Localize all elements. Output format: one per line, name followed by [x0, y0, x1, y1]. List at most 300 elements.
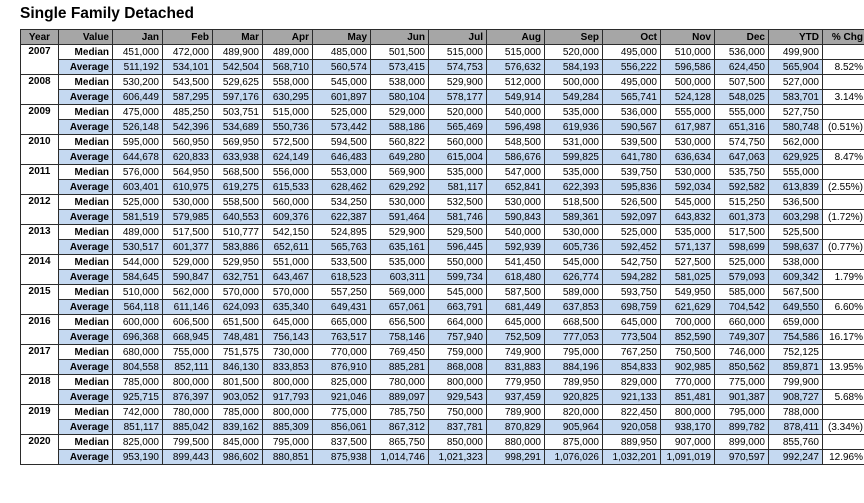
median-value-cell: 495,000 [603, 75, 661, 90]
percent-change-cell [823, 45, 864, 60]
average-value-cell: 615,004 [429, 150, 487, 165]
average-value-cell: 613,839 [769, 180, 823, 195]
median-value-cell: 515,000 [429, 45, 487, 60]
median-value-cell: 752,125 [769, 345, 823, 360]
median-value-cell: 475,000 [113, 105, 163, 120]
median-value-cell: 800,000 [263, 405, 313, 420]
average-value-cell: 1,014,746 [371, 450, 429, 465]
percent-change-cell [823, 135, 864, 150]
median-value-cell: 527,000 [769, 75, 823, 90]
table-row-2018-average [21, 390, 864, 405]
average-value-cell: 624,450 [715, 60, 769, 75]
table-row-2007-median [21, 45, 864, 60]
column-header-ytd: YTD [769, 30, 823, 45]
average-value-cell: 758,146 [371, 330, 429, 345]
average-value-cell: 581,519 [113, 210, 163, 225]
average-value-cell: 754,586 [769, 330, 823, 345]
median-value-cell: 530,000 [487, 195, 545, 210]
average-value-cell: 901,387 [715, 390, 769, 405]
column-header-nov: Nov [661, 30, 715, 45]
percent-change-cell [823, 105, 864, 120]
average-value-cell: 620,833 [163, 150, 213, 165]
average-value-cell: 621,629 [661, 300, 715, 315]
median-value-cell: 529,900 [371, 225, 429, 240]
average-value-cell: 592,582 [715, 180, 769, 195]
average-value-cell: 534,689 [213, 120, 263, 135]
average-value-cell: 833,853 [263, 360, 313, 375]
average-label: Average [59, 150, 113, 165]
median-value-cell: 779,950 [487, 375, 545, 390]
average-value-cell: 752,509 [487, 330, 545, 345]
average-value-cell: 905,964 [545, 420, 603, 435]
average-value-cell: 868,008 [429, 360, 487, 375]
median-value-cell: 569,950 [213, 135, 263, 150]
percent-change-cell: 1.79% [823, 270, 864, 285]
average-value-cell: 749,307 [715, 330, 769, 345]
table-row-2007-average [21, 60, 864, 75]
percent-change-cell [823, 375, 864, 390]
median-value-cell: 539,750 [603, 165, 661, 180]
median-value-cell: 529,950 [213, 255, 263, 270]
average-value-cell: 599,825 [545, 150, 603, 165]
average-label: Average [59, 390, 113, 405]
average-value-cell: 592,452 [603, 240, 661, 255]
average-label: Average [59, 270, 113, 285]
average-value-cell: 757,940 [429, 330, 487, 345]
average-value-cell: 1,091,019 [661, 450, 715, 465]
median-value-cell: 801,500 [213, 375, 263, 390]
average-value-cell: 530,517 [113, 240, 163, 255]
average-value-cell: 629,292 [371, 180, 429, 195]
median-value-cell: 555,000 [769, 165, 823, 180]
median-value-cell: 485,000 [313, 45, 371, 60]
median-value-cell: 545,000 [545, 255, 603, 270]
median-value-cell: 656,500 [371, 315, 429, 330]
average-value-cell: 649,280 [371, 150, 429, 165]
median-value-cell: 700,000 [661, 315, 715, 330]
average-value-cell: 598,699 [715, 240, 769, 255]
year-cell: 2017 [21, 345, 59, 375]
percent-change-cell: (0.51%) [823, 120, 864, 135]
average-value-cell: 524,128 [661, 90, 715, 105]
average-value-cell: 565,904 [769, 60, 823, 75]
average-value-cell: 804,558 [113, 360, 163, 375]
median-value-cell: 560,000 [263, 195, 313, 210]
average-value-cell: 851,117 [113, 420, 163, 435]
median-value-cell: 594,500 [313, 135, 371, 150]
median-value-cell: 472,000 [163, 45, 213, 60]
median-label: Median [59, 285, 113, 300]
average-value-cell: 603,311 [371, 270, 429, 285]
average-value-cell: 596,586 [661, 60, 715, 75]
average-value-cell: 622,387 [313, 210, 371, 225]
average-label: Average [59, 330, 113, 345]
median-value-cell: 564,950 [163, 165, 213, 180]
average-value-cell: 618,480 [487, 270, 545, 285]
average-value-cell: 615,533 [263, 180, 313, 195]
average-value-cell: 875,938 [313, 450, 371, 465]
column-header-apr: Apr [263, 30, 313, 45]
average-value-cell: 594,282 [603, 270, 661, 285]
median-value-cell: 500,000 [661, 75, 715, 90]
median-value-cell: 549,950 [661, 285, 715, 300]
median-value-cell: 542,750 [603, 255, 661, 270]
average-value-cell: 601,897 [313, 90, 371, 105]
average-value-cell: 867,312 [371, 420, 429, 435]
median-value-cell: 555,000 [715, 105, 769, 120]
median-value-cell: 527,500 [661, 255, 715, 270]
median-value-cell: 665,000 [313, 315, 371, 330]
median-value-cell: 845,000 [213, 435, 263, 450]
average-value-cell: 839,162 [213, 420, 263, 435]
year-cell: 2014 [21, 255, 59, 285]
average-value-cell: 584,645 [113, 270, 163, 285]
median-value-cell: 520,000 [429, 105, 487, 120]
year-cell: 2009 [21, 105, 59, 135]
average-value-cell: 696,368 [113, 330, 163, 345]
average-value-cell: 899,782 [715, 420, 769, 435]
average-value-cell: 573,442 [313, 120, 371, 135]
median-value-cell: 542,150 [263, 225, 313, 240]
median-value-cell: 558,000 [263, 75, 313, 90]
median-value-cell: 527,750 [769, 105, 823, 120]
table-row-2016-average [21, 330, 864, 345]
average-value-cell: 526,148 [113, 120, 163, 135]
average-value-cell: 597,176 [213, 90, 263, 105]
average-value-cell: 831,883 [487, 360, 545, 375]
average-value-cell: 587,295 [163, 90, 213, 105]
average-value-cell: 581,746 [429, 210, 487, 225]
average-value-cell: 609,376 [263, 210, 313, 225]
median-value-cell: 825,000 [113, 435, 163, 450]
average-value-cell: 596,498 [487, 120, 545, 135]
median-value-cell: 529,900 [429, 75, 487, 90]
median-value-cell: 795,000 [715, 405, 769, 420]
median-value-cell: 543,500 [163, 75, 213, 90]
average-value-cell: 549,914 [487, 90, 545, 105]
median-value-cell: 525,000 [715, 255, 769, 270]
average-value-cell: 880,851 [263, 450, 313, 465]
median-value-cell: 507,500 [715, 75, 769, 90]
median-value-cell: 529,000 [163, 255, 213, 270]
average-label: Average [59, 120, 113, 135]
average-value-cell: 651,316 [715, 120, 769, 135]
average-value-cell: 885,281 [371, 360, 429, 375]
median-value-cell: 889,950 [603, 435, 661, 450]
average-value-cell: 603,298 [769, 210, 823, 225]
median-value-cell: 489,000 [263, 45, 313, 60]
average-value-cell: 595,836 [603, 180, 661, 195]
average-value-cell: 581,117 [429, 180, 487, 195]
median-label: Median [59, 255, 113, 270]
table-row-2013-average [21, 240, 864, 255]
average-value-cell: 609,342 [769, 270, 823, 285]
median-value-cell: 770,000 [313, 345, 371, 360]
average-value-cell: 619,275 [213, 180, 263, 195]
column-header-may: May [313, 30, 371, 45]
column-header-year: Year [21, 30, 59, 45]
year-cell: 2019 [21, 405, 59, 435]
average-value-cell: 618,523 [313, 270, 371, 285]
median-value-cell: 730,000 [263, 345, 313, 360]
average-value-cell: 592,097 [603, 210, 661, 225]
average-value-cell: 902,985 [661, 360, 715, 375]
average-value-cell: 606,449 [113, 90, 163, 105]
median-value-cell: 540,000 [487, 105, 545, 120]
median-value-cell: 569,900 [371, 165, 429, 180]
median-value-cell: 880,000 [487, 435, 545, 450]
table-row-2019-median [21, 405, 864, 420]
average-value-cell: 610,975 [163, 180, 213, 195]
median-value-cell: 517,500 [715, 225, 769, 240]
average-value-cell: 641,780 [603, 150, 661, 165]
year-cell: 2008 [21, 75, 59, 105]
median-label: Median [59, 225, 113, 240]
average-value-cell: 986,602 [213, 450, 263, 465]
table-row-2008-average [21, 90, 864, 105]
year-cell: 2015 [21, 285, 59, 315]
table-row-2015-median [21, 285, 864, 300]
year-cell: 2010 [21, 135, 59, 165]
median-value-cell: 775,000 [313, 405, 371, 420]
percent-change-cell: (2.55%) [823, 180, 864, 195]
percent-change-cell [823, 225, 864, 240]
median-label: Median [59, 105, 113, 120]
average-value-cell: 644,678 [113, 150, 163, 165]
average-value-cell: 617,987 [661, 120, 715, 135]
median-value-cell: 538,000 [769, 255, 823, 270]
average-value-cell: 589,361 [545, 210, 603, 225]
median-value-cell: 489,000 [113, 225, 163, 240]
average-value-cell: 998,291 [487, 450, 545, 465]
table-row-2012-median [21, 195, 864, 210]
median-value-cell: 907,000 [661, 435, 715, 450]
average-value-cell: 704,542 [715, 300, 769, 315]
median-value-cell: 531,000 [545, 135, 603, 150]
median-value-cell: 535,000 [429, 165, 487, 180]
median-value-cell: 789,950 [545, 375, 603, 390]
median-value-cell: 750,000 [429, 405, 487, 420]
table-row-2010-median [21, 135, 864, 150]
table-row-2020-median [21, 435, 864, 450]
median-label: Median [59, 375, 113, 390]
year-cell: 2013 [21, 225, 59, 255]
table-row-2011-average [21, 180, 864, 195]
average-value-cell: 511,192 [113, 60, 163, 75]
median-value-cell: 529,500 [429, 225, 487, 240]
table-row-2015-average [21, 300, 864, 315]
median-value-cell: 767,250 [603, 345, 661, 360]
median-value-cell: 899,000 [715, 435, 769, 450]
percent-change-cell [823, 435, 864, 450]
table-row-2020-average [21, 450, 864, 465]
median-value-cell: 755,000 [163, 345, 213, 360]
average-value-cell: 852,111 [163, 360, 213, 375]
average-value-cell: 548,025 [715, 90, 769, 105]
average-value-cell: 876,910 [313, 360, 371, 375]
median-value-cell: 795,000 [263, 435, 313, 450]
median-value-cell: 532,500 [429, 195, 487, 210]
average-value-cell: 921,046 [313, 390, 371, 405]
column-header-feb: Feb [163, 30, 213, 45]
median-value-cell: 742,000 [113, 405, 163, 420]
average-value-cell: 1,076,026 [545, 450, 603, 465]
median-value-cell: 645,000 [603, 315, 661, 330]
median-value-cell: 501,500 [371, 45, 429, 60]
average-value-cell: 586,676 [487, 150, 545, 165]
median-value-cell: 517,500 [163, 225, 213, 240]
column-header-oct: Oct [603, 30, 661, 45]
median-label: Median [59, 75, 113, 90]
average-value-cell: 584,193 [545, 60, 603, 75]
median-value-cell: 547,000 [487, 165, 545, 180]
column-header-sep: Sep [545, 30, 603, 45]
percent-change-cell: 5.68% [823, 390, 864, 405]
median-label: Median [59, 135, 113, 150]
median-value-cell: 536,000 [603, 105, 661, 120]
average-value-cell: 649,550 [769, 300, 823, 315]
average-value-cell: 885,309 [263, 420, 313, 435]
average-value-cell: 837,781 [429, 420, 487, 435]
median-value-cell: 548,500 [487, 135, 545, 150]
median-value-cell: 560,822 [371, 135, 429, 150]
average-value-cell: 550,736 [263, 120, 313, 135]
average-value-cell: 576,632 [487, 60, 545, 75]
median-value-cell: 785,750 [371, 405, 429, 420]
average-value-cell: 629,925 [769, 150, 823, 165]
table-row-2017-median [21, 345, 864, 360]
median-value-cell: 489,900 [213, 45, 263, 60]
average-value-cell: 591,464 [371, 210, 429, 225]
median-value-cell: 568,500 [213, 165, 263, 180]
average-value-cell: 885,042 [163, 420, 213, 435]
median-value-cell: 544,000 [113, 255, 163, 270]
median-value-cell: 555,000 [661, 105, 715, 120]
average-value-cell: 580,104 [371, 90, 429, 105]
median-value-cell: 530,000 [371, 195, 429, 210]
percent-change-cell [823, 345, 864, 360]
average-value-cell: 921,133 [603, 390, 661, 405]
median-value-cell: 503,751 [213, 105, 263, 120]
median-value-cell: 485,250 [163, 105, 213, 120]
average-value-cell: 596,445 [429, 240, 487, 255]
average-value-cell: 652,611 [263, 240, 313, 255]
median-value-cell: 545,000 [429, 285, 487, 300]
table-row-2017-average [21, 360, 864, 375]
percent-change-cell: 3.14% [823, 90, 864, 105]
average-value-cell: 549,284 [545, 90, 603, 105]
median-value-cell: 875,000 [545, 435, 603, 450]
average-value-cell: 565,741 [603, 90, 661, 105]
percent-change-cell: 8.47% [823, 150, 864, 165]
average-value-cell: 601,373 [715, 210, 769, 225]
median-value-cell: 659,000 [769, 315, 823, 330]
median-value-cell: 535,000 [661, 225, 715, 240]
average-value-cell: 622,393 [545, 180, 603, 195]
average-value-cell: 579,093 [715, 270, 769, 285]
average-value-cell: 920,058 [603, 420, 661, 435]
average-value-cell: 748,481 [213, 330, 263, 345]
average-value-cell: 643,832 [661, 210, 715, 225]
median-value-cell: 551,000 [263, 255, 313, 270]
table-row-2013-median [21, 225, 864, 240]
table-row-2019-average [21, 420, 864, 435]
median-value-cell: 538,000 [371, 75, 429, 90]
average-value-cell: 592,034 [661, 180, 715, 195]
median-value-cell: 530,000 [661, 165, 715, 180]
median-value-cell: 751,575 [213, 345, 263, 360]
column-header-value: Value [59, 30, 113, 45]
average-value-cell: 852,590 [661, 330, 715, 345]
median-value-cell: 545,000 [661, 195, 715, 210]
average-value-cell: 643,467 [263, 270, 313, 285]
median-value-cell: 800,000 [163, 375, 213, 390]
average-value-cell: 581,025 [661, 270, 715, 285]
median-value-cell: 570,000 [213, 285, 263, 300]
average-value-cell: 668,945 [163, 330, 213, 345]
average-value-cell: 579,985 [163, 210, 213, 225]
median-label: Median [59, 165, 113, 180]
median-value-cell: 589,000 [545, 285, 603, 300]
median-label: Median [59, 405, 113, 420]
median-value-cell: 515,000 [487, 45, 545, 60]
average-value-cell: 605,736 [545, 240, 603, 255]
average-value-cell: 870,829 [487, 420, 545, 435]
average-value-cell: 542,504 [213, 60, 263, 75]
median-value-cell: 799,900 [769, 375, 823, 390]
average-value-cell: 601,377 [163, 240, 213, 255]
median-value-cell: 529,625 [213, 75, 263, 90]
median-value-cell: 799,500 [163, 435, 213, 450]
median-value-cell: 525,500 [769, 225, 823, 240]
average-value-cell: 908,727 [769, 390, 823, 405]
median-label: Median [59, 45, 113, 60]
average-value-cell: 663,791 [429, 300, 487, 315]
median-value-cell: 534,250 [313, 195, 371, 210]
column-header-jun: Jun [371, 30, 429, 45]
median-value-cell: 557,250 [313, 285, 371, 300]
year-cell: 2018 [21, 375, 59, 405]
average-value-cell: 1,032,201 [603, 450, 661, 465]
table-row-2014-average [21, 270, 864, 285]
average-value-cell: 632,751 [213, 270, 263, 285]
percent-change-cell: 6.60% [823, 300, 864, 315]
median-value-cell: 515,000 [263, 105, 313, 120]
average-value-cell: 876,397 [163, 390, 213, 405]
median-value-cell: 451,000 [113, 45, 163, 60]
median-value-cell: 529,000 [371, 105, 429, 120]
median-value-cell: 510,000 [661, 45, 715, 60]
average-value-cell: 542,396 [163, 120, 213, 135]
median-value-cell: 785,000 [113, 375, 163, 390]
median-value-cell: 562,000 [769, 135, 823, 150]
median-value-cell: 759,000 [429, 345, 487, 360]
percent-change-cell [823, 405, 864, 420]
median-value-cell: 600,000 [113, 315, 163, 330]
average-value-cell: 917,793 [263, 390, 313, 405]
median-value-cell: 645,000 [487, 315, 545, 330]
average-value-cell: 878,411 [769, 420, 823, 435]
median-value-cell: 560,950 [163, 135, 213, 150]
average-label: Average [59, 450, 113, 465]
average-value-cell: 649,431 [313, 300, 371, 315]
average-value-cell: 578,177 [429, 90, 487, 105]
page-title: Single Family Detached [20, 5, 194, 22]
median-value-cell: 570,000 [263, 285, 313, 300]
average-value-cell: 846,130 [213, 360, 263, 375]
average-value-cell: 938,170 [661, 420, 715, 435]
percent-change-cell: (3.34%) [823, 420, 864, 435]
